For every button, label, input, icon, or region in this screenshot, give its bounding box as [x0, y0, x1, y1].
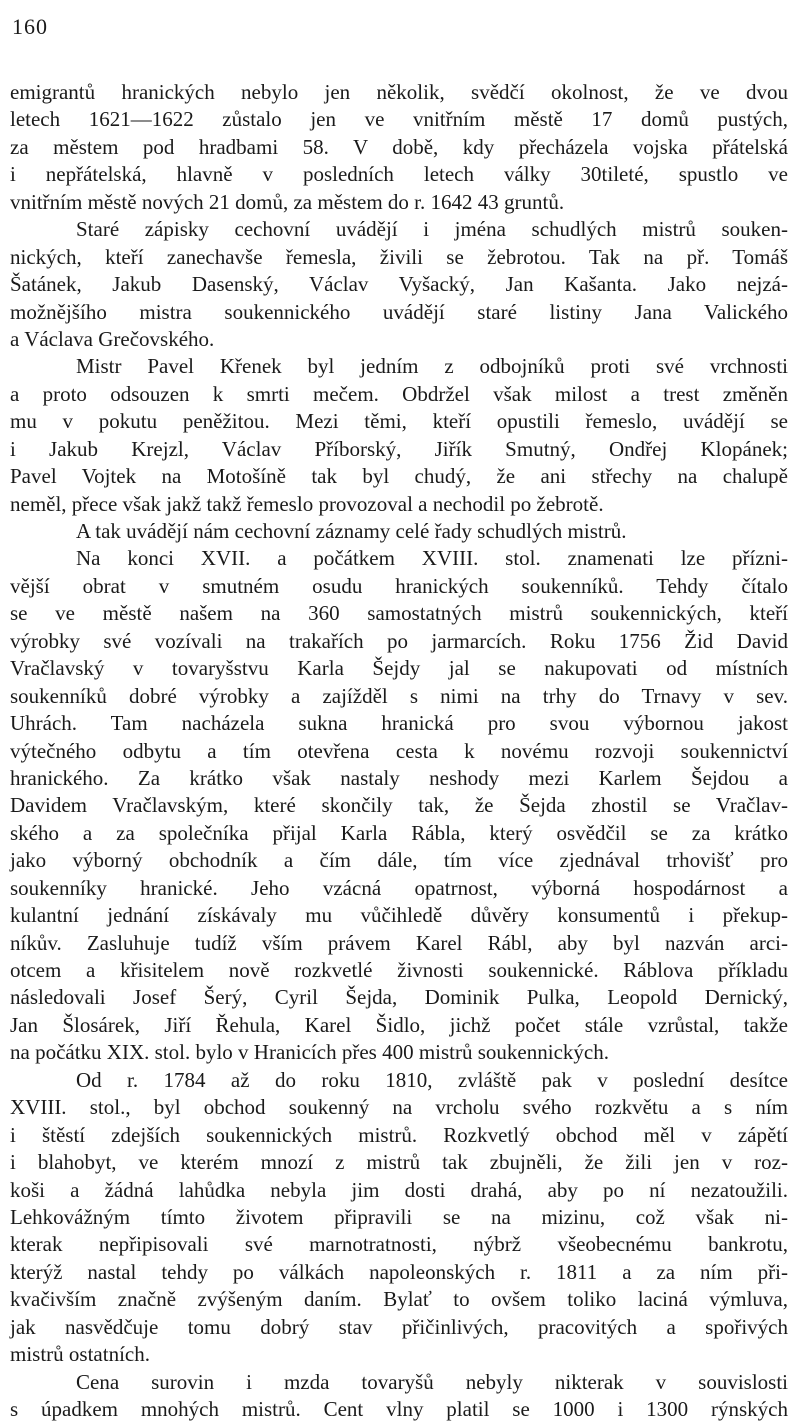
text-line: kvačivším značně zvýšeným daním. Bylať to ovšem toliko laciná výmluva, — [10, 1287, 788, 1312]
text-line: následovali Josef Šerý, Cyril Šejda, Dominik Pulka, Leopold Dernický, — [10, 985, 788, 1010]
text-line: Vračlavský v tovaryšstvu Karla Šejdy jal se nakupovati od místních — [10, 656, 788, 681]
text-line: emigrantů hranických nebylo jen několik, svědčí okolnost, že ve dvou — [10, 80, 788, 104]
text-line: možnějšího mistra soukennického uvádějí staré listiny Jana Valického — [10, 299, 788, 324]
page-number: 160 — [12, 14, 48, 39]
text-line: Jan Šlosárek, Jiří Řehula, Karel Šidlo, jichž počet stále vzrůstal, takže — [10, 1012, 788, 1037]
text-line: i blahobyt, ve kterém mnozí z mistrů tak zbujněli, že žili jen v roz- — [10, 1150, 788, 1175]
text-line: nických, kteří zanechavše řemesla, živili se žebrotou. Tak na př. Tomáš — [10, 244, 788, 269]
text-line: jak nasvědčuje tomu dobrý stav přičinlivých, pracovitých a spořivých — [10, 1314, 788, 1339]
text-line: soukenníků dobré výrobky a zajížděl s nimi na trhy do Trnavy v sev. — [10, 683, 788, 708]
text-line: neměl, přece však jakž takž řemeslo provozoval a nechodil po žebrotě. — [10, 491, 604, 516]
text-line: koši a žádná lahůdka nebyla jim dosti drahá, aby po ní nezatoužili. — [10, 1177, 788, 1202]
text-line: i štěstí zdejších soukennických mistrů. Rozkvetlý obchod měl v zápětí — [10, 1122, 788, 1147]
text-line: letech 1621—1622 zůstalo jen ve vnitřním městě 17 domů pustých, — [10, 107, 788, 132]
text-line: Pavel Vojtek na Motošíně tak byl chudý, že ani střechy na chalupě — [10, 464, 788, 489]
text-line: s úpadkem mnohých mistrů. Cent vlny platil se 1000 i 1300 rýnských — [10, 1397, 788, 1421]
text-line: a Václava Grečovského. — [10, 326, 215, 351]
text-line: mistrů ostatních. — [10, 1342, 150, 1367]
text-line: vější obrat v smutném osudu hranických soukenníků. Tehdy čítalo — [10, 573, 788, 598]
text-line: soukenníky hranické. Jeho vzácná opatrnost, výborná hospodárnost a — [10, 875, 788, 900]
paragraph-first-line: Cena surovin i mzda tovaryšů nebyly nikterak v souvislosti — [76, 1369, 788, 1394]
paragraph-first-line: A tak uvádějí nám cechovní záznamy celé řady schudlých mistrů. — [76, 519, 627, 543]
paragraph-first-line: Od r. 1784 až do roku 1810, zvláště pak v poslední desítce — [76, 1067, 788, 1092]
text-line: kterýž nastal tehdy po válkách napoleonských r. 1811 a za ním při- — [10, 1259, 788, 1284]
text-line: a proto odsouzen k smrti mečem. Obdržel však milost a trest změněn — [10, 381, 788, 406]
body-text — [10, 79, 788, 1423]
text-line: i Jakub Krejzl, Václav Příborský, Jiřík Smutný, Ondřej Klopánek; — [10, 436, 788, 461]
paragraph-first-line: Staré zápisky cechovní uvádějí i jména schudlých mistrů souken- — [76, 217, 788, 242]
text-line: kterak nepřipisovali své marnotratnosti, nýbrž všeobecnému bankrotu, — [10, 1232, 788, 1257]
text-line: ského a za společníka přijal Karla Rábla, který osvědčil se za krátko — [10, 820, 788, 845]
text-line: i nepřátelská, hlavně v posledních letech války 30tileté, spustlo ve — [10, 162, 788, 187]
text-line: Šatánek, Jakub Dasenský, Václav Vyšacký, Jan Kašanta. Jako nejzá- — [10, 272, 788, 297]
text-line: otcem a křisitelem nově rozkvetlé živnosti soukennické. Ráblova příkladu — [10, 958, 788, 982]
paragraph-first-line: Mistr Pavel Křenek byl jedním z odbojníků proti své vrchnosti — [76, 354, 788, 379]
text-line: Lehkovážným tímto životem připravili se na mizinu, což však ni- — [10, 1204, 788, 1229]
text-line: níkův. Zasluhuje tudíž vším právem Karel Rábl, aby byl nazván arci- — [10, 930, 788, 955]
paragraph-first-line: Na konci XVII. a počátkem XVIII. stol. znamenati lze přízni- — [76, 546, 788, 571]
text-line: výtečného odbytu a tím otevřena cesta k novému rozvoji soukennictví — [10, 738, 788, 763]
text-line: hranického. Za krátko však nastaly neshody mezi Karlem Šejdou a — [10, 765, 788, 790]
text-line: vnitřním městě nových 21 domů, za městem do r. 1642 43 gruntů. — [10, 189, 565, 214]
text-line: jako výborný obchodník a čím dále, tím více zjednával trhovišť pro — [10, 848, 788, 873]
text-line: na počátku XIX. stol. bylo v Hranicích přes 400 mistrů soukennických. — [10, 1040, 609, 1065]
text-line: kulantní jednání získávaly mu vůčihledě důvěry konsumentů i překup- — [10, 903, 788, 928]
text-line: Uhrách. Tam nacházela sukna hranická pro svou výbornou jakost — [10, 711, 788, 736]
text-line: XVIII. stol., byl obchod soukenný na vrcholu svého rozkvětu a s ním — [10, 1095, 788, 1120]
text-line: Davidem Vračlavským, které skončily tak, že Šejda zhostil se Vračlav- — [10, 793, 788, 818]
text-line: mu v pokutu peněžitou. Mezi těmi, kteří opustili řemeslo, uvádějí se — [10, 409, 788, 434]
text-line: za městem pod hradbami 58. V době, kdy přecházela vojska přátelská — [10, 134, 788, 159]
text-line: výrobky své vozívali na trakařích po jarmarcích. Roku 1756 Žid David — [10, 628, 788, 653]
text-line: se ve městě našem na 360 samostatných mistrů soukennických, kteří — [10, 601, 788, 626]
